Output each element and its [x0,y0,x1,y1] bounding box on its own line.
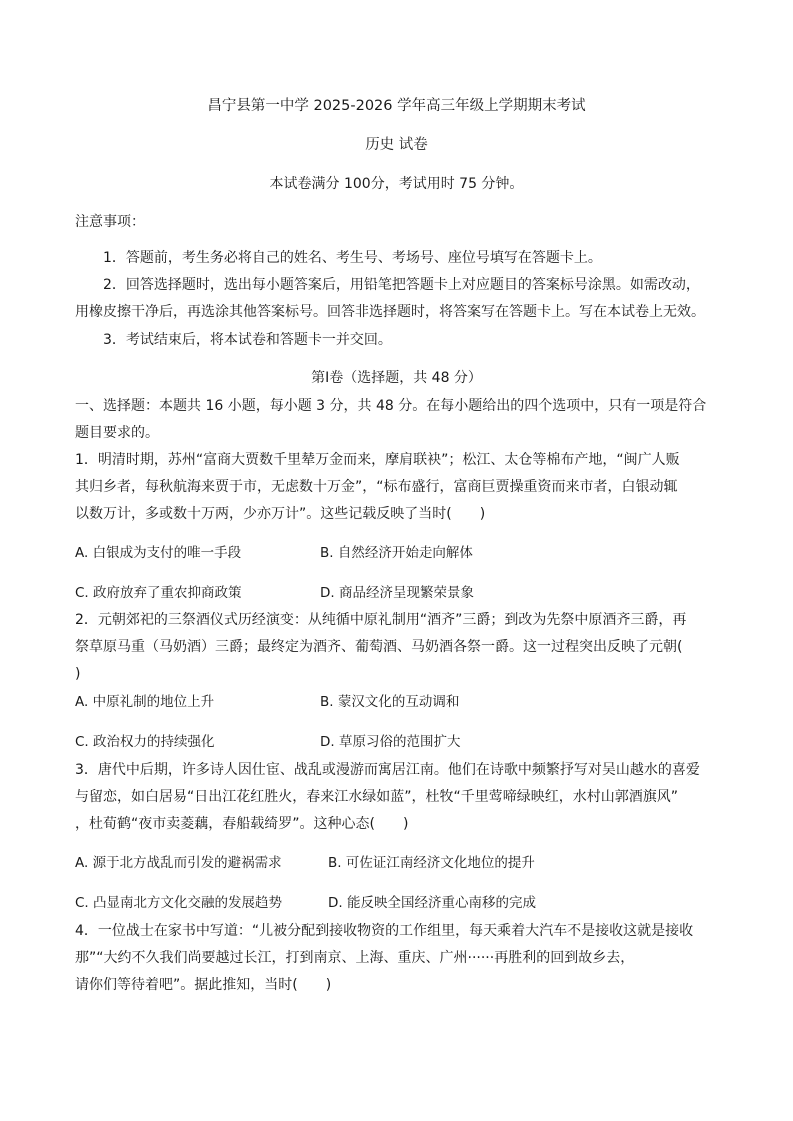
question-2-option-c: C. 政治权力的持续强化 [75,734,215,750]
subject-title: 历史 试卷 [365,137,428,153]
question-1-option-b: B. 自然经济开始走向解体 [320,545,473,561]
question-4-text: 4．一位战士在家书中写道：“儿被分配到接收物资的工作组里，每天乘着大汽车不是接收这就是接收 [75,923,694,939]
part1-title: 第Ⅰ卷（选择题，共 48 分） [311,370,482,386]
notice-item: 2．回答选择题时，选出每小题答案后，用铅笔把答题卡上对应题目的答案标号涂黑。如需改动， [103,277,700,293]
part1-instruction: 一、选择题：本题共 16 小题，每小题 3 分，共 48 分。在每小题给出的四个选项中，只有一项是符合 [75,398,707,414]
question-2-option-b: B. 蒙汉文化的互动调和 [320,694,460,710]
question-3-option-b: B. 可佐证江南经济文化地位的提升 [328,855,535,871]
part1-instruction: 题目要求的。 [75,425,159,441]
question-3-text: 与留恋，如白居易“日出江花红胜火，春来江水绿如蓝”，杜牧“千里莺啼绿映红，水村山郭酒旗风” [75,789,679,805]
question-2-text: ) [75,666,81,682]
question-1-text: 1．明清时期，苏州“富商大贾数千里辇万金而来，摩肩联袂”；松江、太仓等棉布产地，“闽广人贩 [75,452,680,468]
question-2-option-a: A. 中原礼制的地位上升 [75,694,215,710]
question-1-option-c: C. 政府放弃了重农抑商政策 [75,585,242,601]
question-1-option-a: A. 白银成为支付的唯一手段 [75,545,242,561]
question-1-text: 以数万计，多或数十万两，少亦万计”。这些记载反映了当时( ) [75,506,486,522]
question-4-text: 请你们等待着吧”。据此推知，当时( ) [75,977,332,993]
question-2-text: 2．元朝郊祀的三祭酒仪式历经演变：从纯循中原礼制用“酒齐”三爵；到改为先祭中原酒齐三爵，再 [75,612,687,628]
question-3-text: ，杜荀鹤“夜市卖菱藕，春船载绮罗”。这种心态( ) [75,816,409,832]
question-3-text: 3．唐代中后期，许多诗人因仕宦、战乱或漫游而寓居江南。他们在诗歌中频繁抒写对吴山越水的喜爱 [75,762,700,778]
notice-item: 3．考试结束后，将本试卷和答题卡一并交回。 [103,332,392,348]
question-1-text: 其归乡者，每秋航海来贾于市，无虑数十万金”，“标布盛行，富商巨贾操重资而来市者，白银动辄 [75,479,678,495]
question-3-option-a: A. 源于北方战乱而引发的避祸需求 [75,855,282,871]
question-2-option-d: D. 草原习俗的范围扩大 [320,734,461,750]
exam-info: 本试卷满分 100分，考试用时 75 分钟。 [269,176,524,192]
question-3-option-c: C. 凸显南北方文化交融的发展趋势 [75,895,283,911]
question-4-text: 那”“大约不久我们尚要越过长江，打到南京、上海、重庆、广州······再胜利的回到故乡去， [75,950,635,966]
exam-title: 昌宁县第一中学 2025-2026 学年高三年级上学期期末考试 [207,98,586,114]
question-1-option-d: D. 商品经济呈现繁荣景象 [320,585,474,601]
notice-item: 1．答题前，考生务必将自己的姓名、考生号、考场号、座位号填写在答题卡上。 [103,250,602,266]
question-2-text: 祭草原马重（马奶酒）三爵；最终定为酒齐、葡萄酒、马奶酒各祭一爵。这一过程突出反映了元朝( [75,639,683,655]
notice-item-continued: 用橡皮擦干净后，再选涂其他答案标号。回答非选择题时，将答案写在答题卡上。写在本试卷上无效。 [75,304,705,320]
question-3-option-d: D. 能反映全国经济重心南移的完成 [328,895,536,911]
notice-heading: 注意事项： [75,214,145,230]
